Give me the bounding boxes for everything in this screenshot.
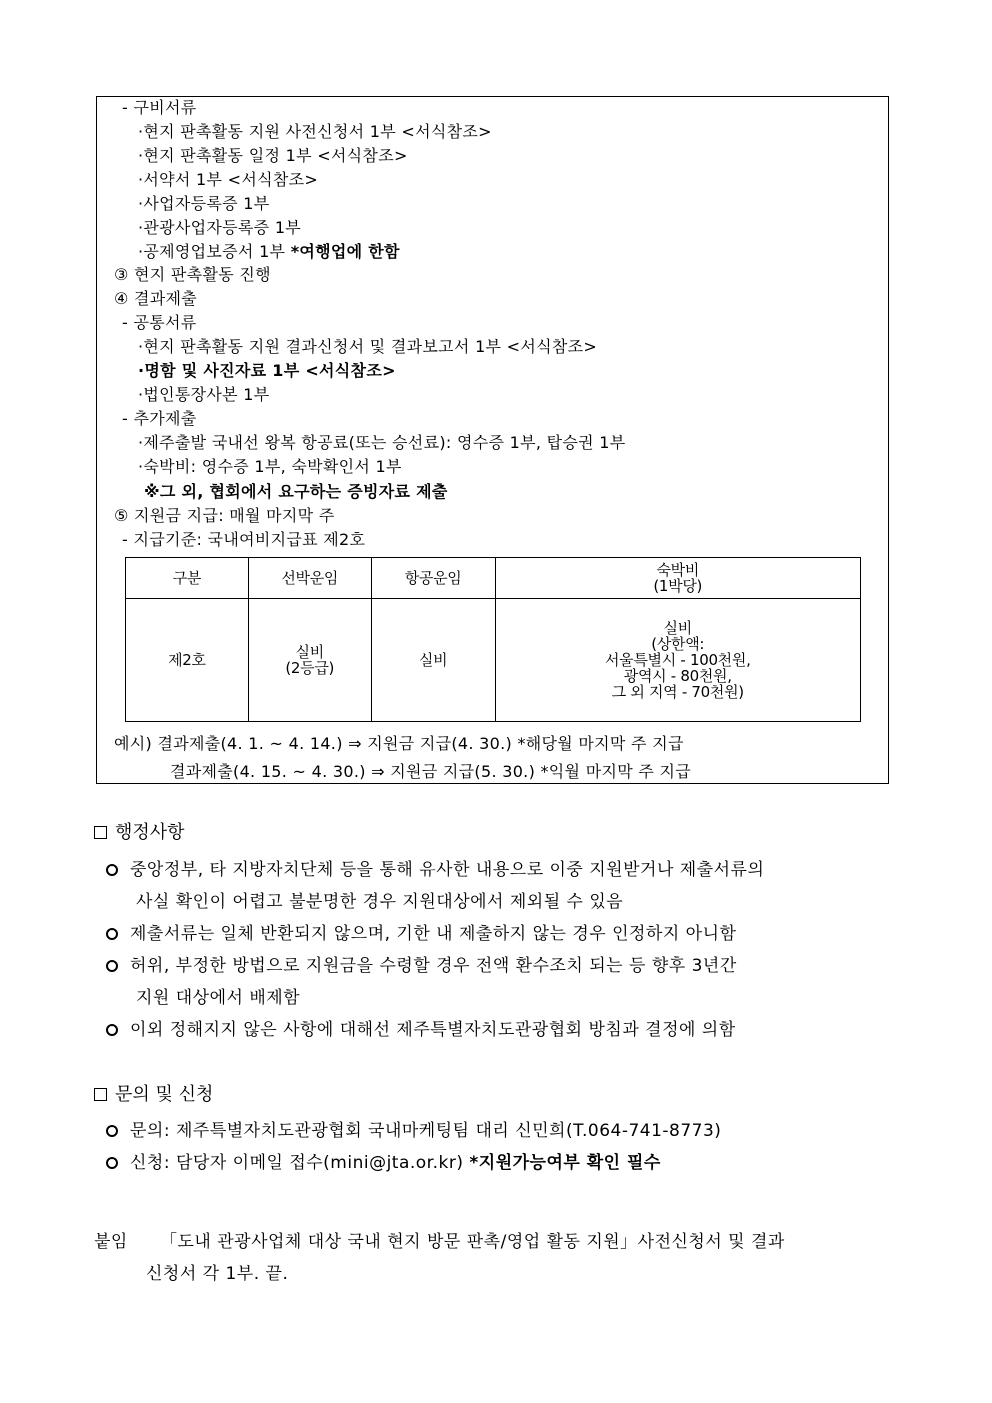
example-line-2: 결과제출(4. 15. ~ 4. 30.) ⇒ 지원금 지급(5. 30.) *익월 마지막 주 지급 [170,762,691,781]
lodging-line: 서울특별시 - 100천원, [604,651,751,669]
table-row [126,599,861,722]
ship-fare-class: (2등급) [285,659,335,677]
step-3: ③ 현지 판촉활동 진행 [114,265,271,284]
admin-item-continued: 사실 확인이 어렵고 불분명한 경우 지원대상에서 제외될 수 있음 [136,892,624,912]
required-doc-item: ·관광사업자등록증 1부 [138,218,302,237]
header-lodging [495,558,861,599]
required-doc-item: ·현지 판촉활동 일정 1부 <서식참조> [138,146,408,165]
ship-fare-value: 실비 [295,643,324,661]
cell-lodging [495,599,861,722]
admin-title-text: 행정사항 [115,822,185,843]
step-5: ⑤ 지원금 지급: 매월 마지막 주 [114,506,335,525]
apply-note: *지원가능여부 확인 필수 [469,1153,661,1173]
admin-item [106,950,737,982]
square-bullet-icon [94,1088,107,1101]
extra-docs-heading: - 추가제출 [122,409,197,428]
common-doc-item: ·법인통장사본 1부 [138,385,270,404]
admin-item-text: 제출서류는 일체 반환되지 않으며, 기한 내 제출하지 않는 경우 인정하지 아니함 [130,924,737,944]
required-doc-text: ·공제영업보증서 1부 [138,242,291,261]
required-docs-heading: - 구비서류 [122,98,197,117]
admin-item-text: 허위, 부정한 방법으로 지원금을 수령할 경우 전액 환수조치 되는 등 향후 3년간 [130,956,737,976]
common-docs-heading: - 공통서류 [122,313,197,332]
extra-doc-item: ·제주출발 국내선 왕복 항공료(또는 승선료): 영수증 1부, 탑승권 1부 [138,433,626,452]
attachment-label: 붙임 [94,1232,128,1252]
header-grade: 구분 [126,558,249,599]
example-line-1: 예시) 결과제출(4. 1. ~ 4. 14.) ⇒ 지원금 지급(4. 30.) *해당월 마지막 주 지급 [114,734,684,753]
required-doc-item: ·현지 판촉활동 지원 사전신청서 1부 <서식참조> [138,122,492,141]
apply-text: 신청: 담당자 이메일 접수(mini@jta.or.kr) [130,1153,470,1173]
common-doc-item: ·현지 판촉활동 지원 결과신청서 및 결과보고서 1부 <서식참조> [138,337,598,356]
admin-section-title [94,820,185,846]
cell-grade: 제2호 [126,599,249,722]
extra-docs-note: ※그 외, 협회에서 요구하는 증빙자료 제출 [144,482,448,501]
admin-item-text: 이외 정해지지 않은 사항에 대해선 제주특별자치도관광협회 방침과 결정에 의함 [130,1020,736,1040]
contact-section-title [94,1082,213,1108]
inquiry-text: 문의: 제주특별자치도관광협회 국내마케팅팀 대리 신민희(T.064-741-8773) [130,1121,722,1141]
lodging-line: 그 외 지역 - 70천원) [611,683,744,701]
required-doc-item: ·사업자등록증 1부 [138,194,270,213]
step-4: ④ 결과제출 [114,289,198,308]
travel-agency-note: *여행업에 한함 [290,242,400,261]
required-doc-item: ·서약서 1부 <서식참조> [138,170,319,189]
header-air-fare: 항공운임 [371,558,495,599]
circle-bullet-icon [106,960,118,972]
admin-item-continued: 지원 대상에서 배제함 [136,988,301,1008]
admin-item-text: 중앙정부, 타 지방자치단체 등을 통해 유사한 내용으로 이중 지원받거나 제출서류의 [130,860,765,880]
circle-bullet-icon [106,928,118,940]
header-lodging-label: 숙박비 [656,561,700,579]
admin-item [106,918,736,950]
travel-expense-table [125,557,861,722]
lodging-line: 광역시 - 80천원, [623,667,732,685]
attachment-line-1: 「도내 관광사업체 대상 국내 현지 방문 판촉/영업 활동 지원」사전신청서 및 결과 [160,1232,785,1252]
contact-title-text: 문의 및 신청 [115,1084,214,1105]
circle-bullet-icon [106,1024,118,1036]
contact-apply [106,1147,661,1179]
attachment-line-2: 신청서 각 1부. 끝. [146,1264,289,1284]
table-header-row [126,558,861,599]
admin-item [106,854,764,886]
admin-item [106,1014,736,1046]
header-ship-fare: 선박운임 [248,558,371,599]
cell-ship-fare [248,599,371,722]
lodging-line: (상한액: [651,635,705,653]
header-lodging-unit: (1박당) [653,577,703,595]
required-doc-item-guarantee [138,240,400,264]
cell-air-fare: 실비 [371,599,495,722]
lodging-line: 실비 [663,619,692,637]
contact-inquiry [106,1115,721,1147]
circle-bullet-icon [106,864,118,876]
common-doc-item-bold: ·명함 및 사진자료 1부 <서식참조> [138,361,396,380]
circle-bullet-icon [106,1125,118,1137]
circle-bullet-icon [106,1157,118,1169]
extra-doc-item: ·숙박비: 영수증 1부, 숙박확인서 1부 [138,457,402,476]
pay-basis: - 지급기준: 국내여비지급표 제2호 [122,530,366,549]
square-bullet-icon [94,826,107,839]
